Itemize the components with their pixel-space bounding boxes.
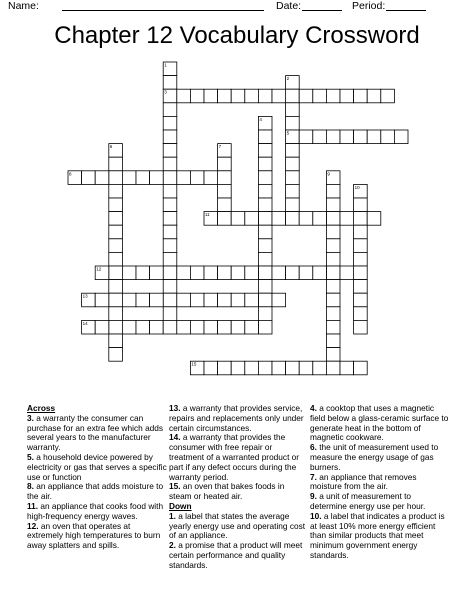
clue-text: a warranty that provides the consumer with free repair or treatment of a warranted product or part if any defect occurs during the warranty period. — [169, 432, 300, 482]
grid-cell[interactable] — [218, 184, 232, 198]
grid-cell[interactable] — [163, 157, 177, 171]
name-label: Name: — [8, 0, 39, 12]
clue-text: a warranty that provides service, repairs and replacements only under certain circumstances. — [169, 403, 304, 433]
grid-cell[interactable] — [122, 293, 136, 307]
grid-cell[interactable] — [163, 103, 177, 117]
grid-cell[interactable] — [82, 171, 96, 185]
grid-cell[interactable] — [272, 89, 286, 103]
grid-cell[interactable] — [258, 144, 272, 158]
grid-cell[interactable] — [326, 89, 340, 103]
down-clues-column-3 — [310, 404, 450, 561]
grid-cell[interactable] — [286, 171, 300, 185]
grid-cell[interactable] — [258, 198, 272, 212]
grid-cell[interactable] — [109, 157, 123, 171]
clue-down-10 — [310, 512, 450, 561]
grid-cell[interactable] — [258, 157, 272, 171]
grid-cell[interactable] — [326, 293, 340, 307]
grid-cell[interactable] — [218, 320, 232, 334]
grid-cell[interactable] — [122, 171, 136, 185]
grid-cell[interactable] — [163, 293, 177, 307]
grid-clue-number: 4 — [259, 116, 262, 122]
clue-across-15 — [169, 482, 309, 502]
grid-cell[interactable] — [313, 130, 327, 144]
grid-cell[interactable] — [177, 293, 191, 307]
clue-number: 9. — [310, 491, 317, 502]
clue-text: a cooktop that uses a magnetic field below a glass-ceramic surface to generate heat in the bottom of magnetic cookware. — [310, 403, 449, 443]
clue-text: a label that states the average yearly energy use and operating cost of an appliance. — [169, 510, 306, 541]
grid-cell[interactable] — [354, 212, 368, 226]
clue-text: the unit of measurement used to measure the energy usage of gas burners. — [310, 442, 439, 472]
clue-text: a label that indicates a product is at least 10% more energy efficient than similar products that meet minimum government energy standards. — [310, 510, 445, 560]
grid-cell[interactable] — [299, 361, 313, 375]
clue-number: 5. — [27, 451, 34, 462]
grid-clue-number: 13 — [82, 293, 88, 299]
grid-cell[interactable] — [286, 212, 300, 226]
grid-cell[interactable] — [163, 184, 177, 198]
grid-cell[interactable] — [258, 239, 272, 253]
grid-cell[interactable] — [109, 280, 123, 294]
clue-number: 12. — [27, 520, 39, 531]
grid-cell[interactable] — [245, 293, 259, 307]
grid-cell[interactable] — [109, 334, 123, 348]
clue-number: 3. — [27, 412, 34, 423]
grid-cell[interactable] — [258, 89, 272, 103]
grid-cell[interactable] — [258, 320, 272, 334]
grid-cell[interactable] — [313, 266, 327, 280]
clue-number: 10. — [310, 510, 322, 521]
grid-cell[interactable] — [109, 293, 123, 307]
grid-cell[interactable] — [354, 130, 368, 144]
grid-cell[interactable] — [163, 116, 177, 130]
grid-cell[interactable] — [354, 293, 368, 307]
grid-cell[interactable] — [190, 293, 204, 307]
grid-cell[interactable] — [272, 266, 286, 280]
grid-cell[interactable] — [218, 157, 232, 171]
clue-across-5 — [27, 453, 167, 482]
grid-cell[interactable] — [177, 266, 191, 280]
grid-cell[interactable] — [286, 361, 300, 375]
clue-text: a promise that a product will meet certain performance and quality standards. — [169, 540, 303, 570]
grid-cell[interactable] — [340, 130, 354, 144]
page-title: Chapter 12 Vocabulary Crossword — [54, 22, 420, 49]
grid-cell[interactable] — [272, 293, 286, 307]
grid-cell[interactable] — [258, 252, 272, 266]
grid-cell[interactable] — [258, 307, 272, 321]
grid-cell[interactable] — [245, 266, 259, 280]
grid-cell[interactable] — [245, 89, 259, 103]
grid-cell[interactable] — [218, 293, 232, 307]
grid-cell[interactable] — [231, 89, 245, 103]
grid-cell[interactable] — [286, 266, 300, 280]
grid-cell[interactable] — [163, 280, 177, 294]
grid-cell[interactable] — [354, 266, 368, 280]
grid-cell[interactable] — [272, 212, 286, 226]
clue-across-13 — [169, 404, 309, 433]
grid-cell[interactable] — [258, 225, 272, 239]
grid-cell[interactable] — [163, 252, 177, 266]
clue-across-14 — [169, 433, 309, 482]
grid-cell[interactable] — [177, 89, 191, 103]
grid-cell[interactable] — [258, 361, 272, 375]
grid-cell[interactable] — [136, 171, 150, 185]
grid-clue-number: 14 — [82, 320, 88, 326]
grid-cell[interactable] — [299, 212, 313, 226]
grid-cell[interactable] — [163, 144, 177, 158]
clue-number: 4. — [310, 403, 317, 413]
grid-clue-number: 5 — [286, 130, 290, 136]
grid-cell[interactable] — [231, 266, 245, 280]
grid-cell[interactable] — [163, 307, 177, 321]
clue-text: an appliance that adds moisture to the air. — [27, 481, 164, 502]
grid-cell[interactable] — [163, 198, 177, 212]
date-label: Date: — [276, 0, 302, 12]
clue-text: an appliance that cooks food with high-frequency energy waves. — [27, 500, 164, 521]
grid-cell[interactable] — [354, 239, 368, 253]
grid-cell[interactable] — [218, 266, 232, 280]
grid-cell[interactable] — [109, 307, 123, 321]
grid-cell[interactable] — [109, 239, 123, 253]
grid-cell[interactable] — [109, 212, 123, 226]
grid-cell[interactable] — [313, 89, 327, 103]
grid-cell[interactable] — [204, 266, 218, 280]
grid-cell[interactable] — [177, 171, 191, 185]
grid-cell[interactable] — [286, 184, 300, 198]
grid-cell[interactable] — [204, 293, 218, 307]
clue-down-9 — [310, 492, 450, 512]
grid-clue-number: 7 — [218, 144, 222, 150]
clue-down-6 — [310, 443, 450, 472]
grid-cell[interactable] — [367, 212, 381, 226]
grid-cell[interactable] — [109, 348, 123, 362]
grid-cell[interactable] — [354, 198, 368, 212]
clue-across-11 — [27, 502, 167, 522]
grid-cell[interactable] — [163, 320, 177, 334]
clue-down-2 — [169, 541, 309, 570]
grid-cell[interactable] — [163, 212, 177, 226]
clue-across-3 — [27, 414, 167, 453]
grid-cell[interactable] — [109, 225, 123, 239]
clue-number: 15. — [169, 481, 181, 492]
grid-cell[interactable] — [109, 184, 123, 198]
grid-cell[interactable] — [190, 171, 204, 185]
grid-cell[interactable] — [354, 361, 368, 375]
grid-cell[interactable] — [177, 320, 191, 334]
grid-cell[interactable] — [326, 334, 340, 348]
grid-cell[interactable] — [163, 130, 177, 144]
clue-number: 6. — [310, 442, 317, 453]
grid-cell[interactable] — [136, 320, 150, 334]
grid-cell[interactable] — [286, 144, 300, 158]
grid-cell[interactable] — [218, 198, 232, 212]
grid-cell[interactable] — [354, 320, 368, 334]
grid-cell[interactable] — [150, 293, 164, 307]
period-label: Period: — [352, 0, 386, 12]
grid-cell[interactable] — [231, 320, 245, 334]
grid-cell[interactable] — [286, 116, 300, 130]
grid-cell[interactable] — [190, 89, 204, 103]
grid-cell[interactable] — [326, 348, 340, 362]
grid-cell[interactable] — [326, 361, 340, 375]
grid-cell[interactable] — [109, 198, 123, 212]
grid-cell[interactable] — [231, 361, 245, 375]
grid-cell[interactable] — [258, 266, 272, 280]
clue-text: a warranty the consumer can purchase for an extra fee which adds several years to the manufacturer warranty. — [27, 412, 164, 453]
grid-cell[interactable] — [286, 103, 300, 117]
clue-down-4 — [310, 404, 450, 443]
grid-cell[interactable] — [150, 320, 164, 334]
grid-cell[interactable] — [394, 130, 408, 144]
clue-across-8 — [27, 482, 167, 502]
grid-cell[interactable] — [163, 225, 177, 239]
grid-cell[interactable] — [354, 89, 368, 103]
grid-cell[interactable] — [299, 89, 313, 103]
clue-number: 14. — [169, 432, 181, 443]
grid-clue-number: 6 — [109, 144, 113, 150]
grid-cell[interactable] — [258, 130, 272, 144]
clue-text: an oven that operates at extremely high temperatures to burn away splatters and spills. — [27, 520, 161, 551]
grid-cell[interactable] — [258, 171, 272, 185]
grid-cell[interactable] — [109, 252, 123, 266]
grid-cell[interactable] — [258, 184, 272, 198]
grid-cell[interactable] — [354, 307, 368, 321]
clue-down-1 — [169, 512, 309, 541]
clue-text: an appliance that removes moisture from the air. — [310, 471, 417, 492]
grid-cell[interactable] — [163, 76, 177, 90]
clue-text: a household device powered by electricity or gas that serves a specific use or function — [27, 451, 167, 482]
grid-cell[interactable] — [326, 252, 340, 266]
clue-down-7 — [310, 473, 450, 493]
grid-cell[interactable] — [340, 89, 354, 103]
grid-cell[interactable] — [381, 89, 395, 103]
grid-cell[interactable] — [326, 198, 340, 212]
grid-cell[interactable] — [326, 280, 340, 294]
grid-cell[interactable] — [190, 266, 204, 280]
clue-number: 7. — [310, 471, 317, 482]
grid-cell[interactable] — [109, 171, 123, 185]
grid-cell[interactable] — [367, 89, 381, 103]
grid-cell[interactable] — [272, 361, 286, 375]
grid-cell[interactable] — [109, 320, 123, 334]
grid-cell[interactable] — [326, 239, 340, 253]
grid-cell[interactable] — [354, 280, 368, 294]
grid-cell[interactable] — [109, 266, 123, 280]
grid-cell[interactable] — [286, 89, 300, 103]
grid-cell[interactable] — [231, 212, 245, 226]
grid-cell[interactable] — [218, 89, 232, 103]
grid-cell[interactable] — [245, 320, 259, 334]
grid-cell[interactable] — [204, 361, 218, 375]
grid-cell[interactable] — [218, 361, 232, 375]
grid-cell[interactable] — [218, 212, 232, 226]
grid-cell[interactable] — [326, 212, 340, 226]
grid-clue-number: 12 — [96, 266, 102, 272]
grid-cell[interactable] — [122, 320, 136, 334]
grid-cell[interactable] — [136, 266, 150, 280]
grid-cell[interactable] — [299, 266, 313, 280]
clue-number: 2. — [169, 540, 176, 551]
grid-clue-number: 11 — [205, 212, 210, 218]
grid-cell[interactable] — [258, 212, 272, 226]
grid-clue-number: 9 — [327, 171, 330, 177]
grid-cell[interactable] — [340, 266, 354, 280]
grid-cell[interactable] — [354, 225, 368, 239]
clue-number: 8. — [27, 481, 34, 492]
grid-cell[interactable] — [245, 361, 259, 375]
across-clues-column-1 — [27, 404, 167, 551]
grid-cell[interactable] — [163, 239, 177, 253]
grid-cell[interactable] — [150, 171, 164, 185]
grid-cell[interactable] — [95, 293, 109, 307]
clue-text: a unit of measurement to determine energy use per hour. — [310, 491, 426, 511]
clue-text: an oven that bakes foods in steam or heated air. — [169, 481, 285, 502]
grid-cell[interactable] — [354, 252, 368, 266]
grid-cell[interactable] — [163, 266, 177, 280]
grid-clue-number: 10 — [354, 184, 360, 190]
grid-cell[interactable] — [326, 184, 340, 198]
clue-number: 11. — [27, 500, 39, 511]
grid-cell[interactable] — [163, 171, 177, 185]
grid-cell[interactable] — [245, 212, 259, 226]
grid-cell[interactable] — [258, 293, 272, 307]
grid-cell[interactable] — [95, 171, 109, 185]
grid-cell[interactable] — [286, 198, 300, 212]
grid-cell[interactable] — [122, 266, 136, 280]
clue-across-12 — [27, 522, 167, 551]
grid-cell[interactable] — [326, 307, 340, 321]
grid-clue-number: 8 — [69, 171, 72, 177]
grid-cell[interactable] — [326, 130, 340, 144]
grid-cell[interactable] — [381, 130, 395, 144]
clue-number: 13. — [169, 403, 181, 413]
grid-cell[interactable] — [367, 130, 381, 144]
grid-cell[interactable] — [326, 320, 340, 334]
grid-cell[interactable] — [286, 157, 300, 171]
clue-number: 1. — [169, 510, 176, 521]
grid-cell[interactable] — [313, 212, 327, 226]
grid-cell[interactable] — [204, 89, 218, 103]
clues-column-2 — [169, 404, 309, 571]
grid-cell[interactable] — [204, 171, 218, 185]
grid-clue-number: 1 — [164, 62, 167, 68]
grid-cell[interactable] — [299, 130, 313, 144]
grid-cell[interactable] — [136, 293, 150, 307]
grid-clue-number: 2 — [286, 76, 290, 82]
grid-cell[interactable] — [204, 320, 218, 334]
grid-cell[interactable] — [190, 320, 204, 334]
down-heading: Down — [169, 500, 192, 511]
grid-clue-number: 15 — [191, 361, 197, 367]
grid-cell[interactable] — [150, 266, 164, 280]
grid-cell[interactable] — [95, 320, 109, 334]
grid-cell[interactable] — [340, 361, 354, 375]
grid-cell[interactable] — [340, 212, 354, 226]
grid-clue-number: 3 — [164, 89, 167, 95]
across-heading: Across — [27, 403, 56, 413]
grid-cell[interactable] — [313, 361, 327, 375]
grid-cell[interactable] — [326, 266, 340, 280]
grid-cell[interactable] — [258, 280, 272, 294]
grid-cell[interactable] — [231, 293, 245, 307]
grid-cell[interactable] — [218, 171, 232, 185]
grid-cell[interactable] — [326, 225, 340, 239]
